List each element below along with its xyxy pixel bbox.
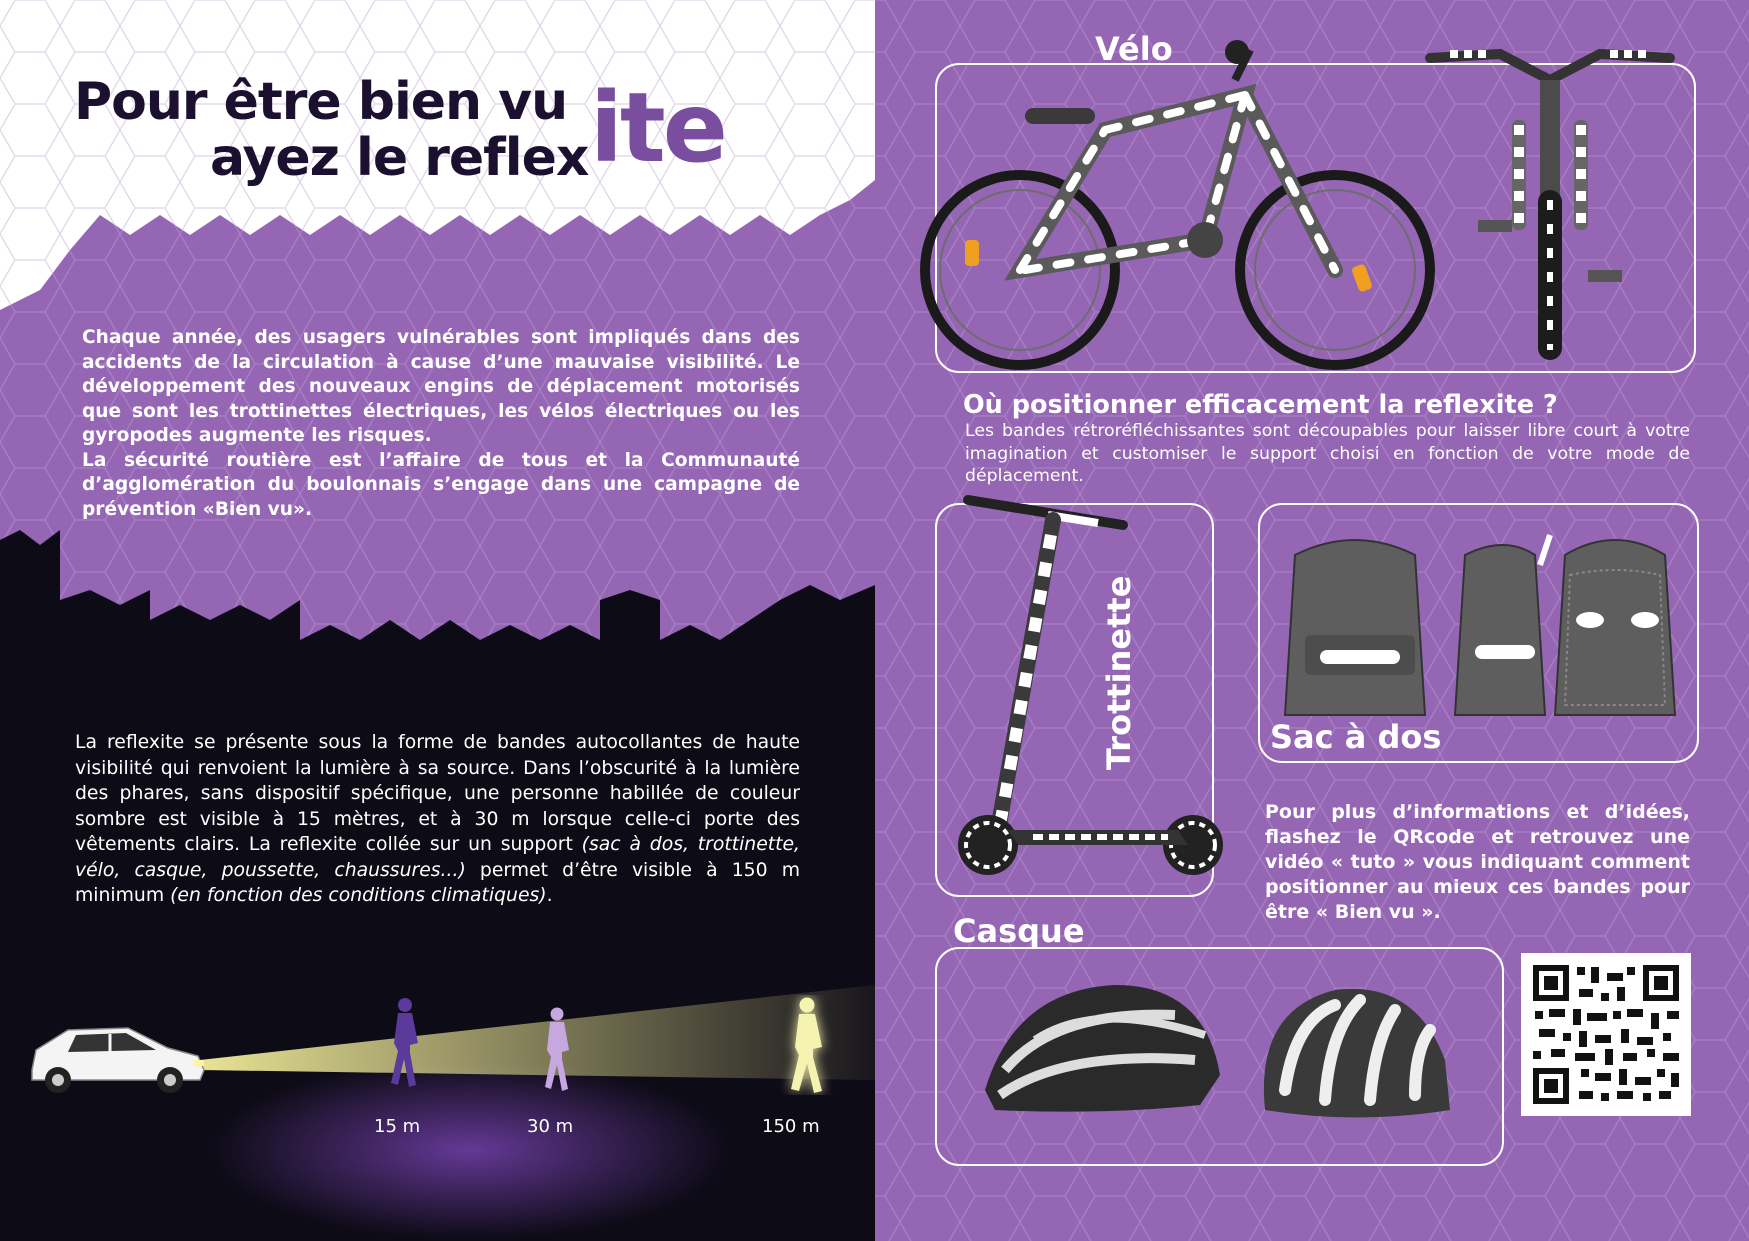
car-icon (28, 1020, 208, 1095)
page-title-line2: ayez le reflex (210, 128, 589, 188)
page-title-line1: Pour être bien vu (74, 72, 568, 132)
night-text-1: La reflexite se présente sous la forme de bandes autocollantes de haute visibilité qui renvoient la lumière à sa source. Dans l’obscurité à la lumière des phares, sans dispositif spécifique, une personne habillée de couleur sombre est visible à 15 mètres, et à 30 m lorsque celle-ci porte des vêtements clairs. La reflexite collée sur un support (75, 732, 800, 855)
intro-text (82, 326, 800, 522)
qr-code-graphic (1521, 953, 1691, 1116)
night-text-3: permet d’être visible à 150 m minimum (75, 859, 800, 906)
trottinette-title: Trottinette (1100, 575, 1138, 770)
qr-text: Pour plus d’informations et d’idées, flashez le QRcode et retrouvez une vidéo « tuto » vous indiquant comment positionner au mieux ces bandes pour être « Bien vu ». (1265, 801, 1690, 923)
tips-title: Où positionner efficacement la reflexite ? (963, 390, 1558, 420)
intro-paragraph-1: Chaque année, des usagers vulnérables sont impliqués dans des accidents de la circulation à cause d’une mauvaise visibilité. Le développement des nouveaux engins de déplacement motorisés que sont les trottinettes électriques, les vélos électriques ou les gyropodes augmente les risques. (82, 327, 800, 446)
tips-body: Les bandes rétroréfléchissantes sont découpables pour laisser libre court à votre imagination et customiser le support choisi en fonction de votre mode de déplacement. (965, 421, 1690, 486)
pedestrian-icon-reflective (780, 995, 835, 1095)
distance-15m: 15 m (374, 1116, 421, 1137)
helmet-illustration (975, 980, 1475, 1130)
bicycle-illustration (905, 40, 1485, 370)
backpack-illustration (1265, 525, 1690, 720)
distance-150m: 150 m (762, 1116, 820, 1137)
night-text-5: . (546, 885, 553, 906)
qr-code[interactable] (1521, 953, 1691, 1116)
night-text-conditions: (en fonction des conditions climatiques) (170, 885, 547, 906)
intro-paragraph-2: La sécurité routière est l’affaire de tous et la Communauté d’agglomération du boulonnais s’engage dans une campagne de prévention «Bien vu». (82, 449, 800, 520)
night-text-supports: (sac à dos, trottinette, vélo, casque, poussette, chaussures...) (75, 834, 800, 881)
scooter-illustration (948, 490, 1228, 890)
pedestrian-icon-light (535, 1005, 580, 1093)
casque-title: Casque (953, 912, 1085, 950)
sac-title: Sac à dos (1270, 718, 1442, 756)
page-title-accent: ite (590, 72, 725, 184)
velo-title: Vélo (1095, 30, 1173, 68)
bicycle-front-illustration (1420, 40, 1680, 360)
night-text (75, 730, 800, 909)
pedestrian-icon-dark (380, 995, 430, 1090)
distance-30m: 30 m (527, 1116, 574, 1137)
